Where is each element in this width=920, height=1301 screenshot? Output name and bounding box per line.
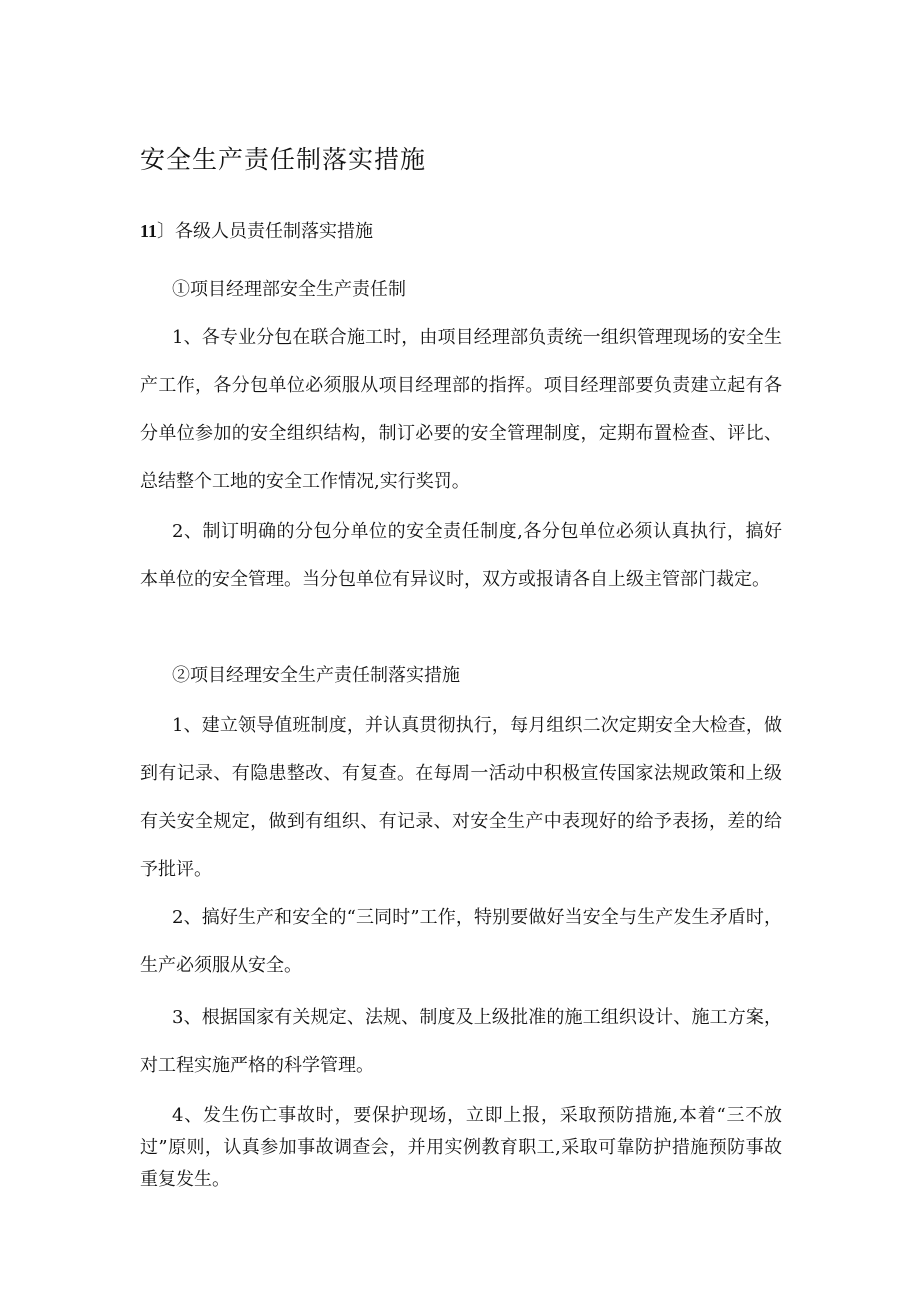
section-heading — [140, 213, 840, 250]
section-heading-text: 各级人员责任制落实措施 — [175, 221, 374, 242]
section-bracket: 〕 — [157, 221, 176, 242]
paragraph-2-3: 3、根据国家有关规定、法规、制度及上级批准的施工组织设计、施工方案，对工程实施严格的科学管理。 — [140, 1007, 782, 1076]
subsection-heading-2: ②项目经理安全生产责任制落实措施 — [172, 665, 460, 686]
subsection-heading-1: ①项目经理部安全生产责任制 — [172, 279, 406, 300]
paragraph-1-1: 1、各专业分包在联合施工时，由项目经理部负责统一组织管理现场的安全生产工作，各分包单位必须服从项目经理部的指挥。项目经理部要负责建立起有各分单位参加的安全组织结构，制订必要的安全管理制度，定期布置检查、评比、总结整个工地的安全工作情况,实行奖罚。 — [140, 327, 782, 492]
paragraph-2-1: 1、建立领导值班制度，并认真贯彻执行，每月组织二次定期安全大检查，做到有记录、有隐患整改、有复查。在每周一活动中积极宣传国家法规政策和上级有关安全规定，做到有组织、有记录、对安全生产中表现好的给予表扬，差的给予批评。 — [140, 715, 782, 880]
document-title: 安全生产责任制落实措施 — [140, 145, 427, 174]
section-number: 11 — [140, 221, 158, 241]
paragraph-2-2: 2、搞好生产和安全的“三同时”工作，特别要做好当安全与生产发生矛盾时，生产必须服从安全。 — [140, 907, 782, 976]
paragraph-1-2: 2、制订明确的分包分单位的安全责任制度,各分包单位必须认真执行，搞好本单位的安全管理。当分包单位有异议时，双方或报请各自上级主管部门裁定。 — [140, 521, 782, 590]
paragraph-2-4: 4、发生伤亡事故时，要保护现场，立即上报，采取预防措施,本着“三不放过”原则，认真参加事故调查会，并用实例教育职工,采取可靠防护措施预防事故重复发生。 — [140, 1105, 782, 1190]
